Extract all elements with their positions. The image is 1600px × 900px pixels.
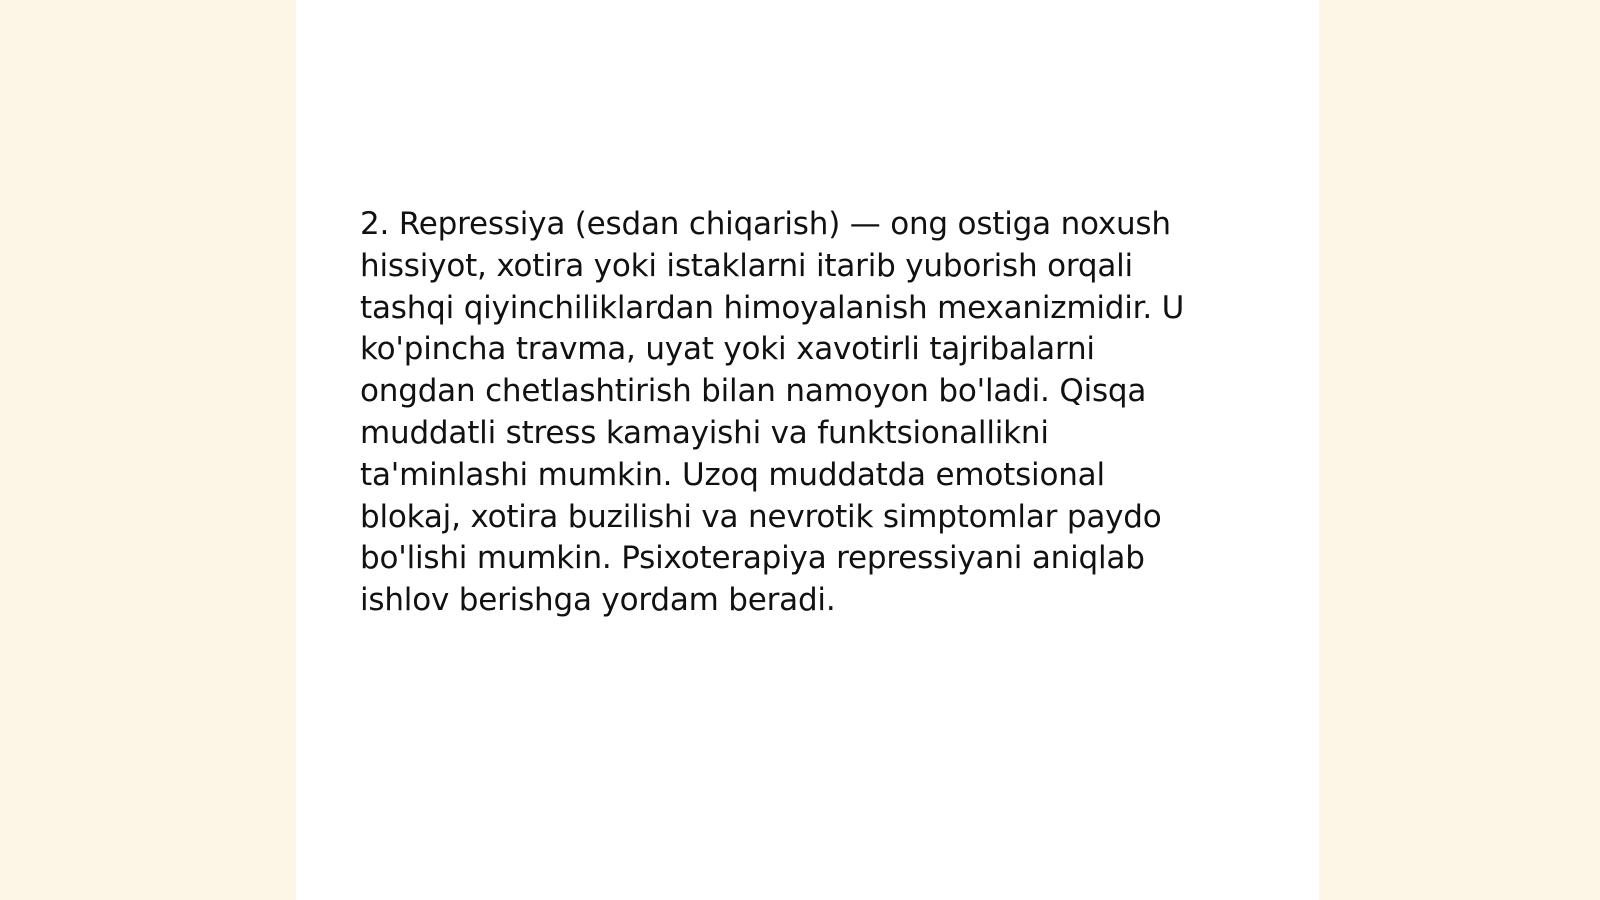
text-line: hissiyot, xotira yoki istaklarni itarib yuborish orqali — [360, 247, 1133, 284]
text-line: ishlov berishga yordam beradi. — [360, 582, 836, 619]
slide — [296, 0, 1319, 900]
text-line: tashqi qiyinchiliklardan himoyalanish mexanizmidir. U — [360, 289, 1185, 326]
text-line: bo'lishi mumkin. Psixoterapiya repressiyani aniqlab — [360, 540, 1145, 577]
text-line: muddatli stress kamayishi va funktsionallikni — [360, 414, 1049, 451]
text-line: 2. Repressiya (esdan chiqarish) — ong ostiga noxush — [360, 206, 1171, 242]
text-line: ko'pincha travma, uyat yoki xavotirli tajribalarni — [360, 331, 1095, 368]
text-line: ongdan chetlashtirish bilan namoyon bo'ladi. Qisqa — [360, 373, 1147, 410]
slide-body-text — [360, 204, 1240, 622]
text-line: ta'minlashi mumkin. Uzoq muddatda emotsional — [360, 456, 1105, 493]
text-line: blokaj, xotira buzilishi va nevrotik simptomlar paydo — [360, 498, 1162, 535]
